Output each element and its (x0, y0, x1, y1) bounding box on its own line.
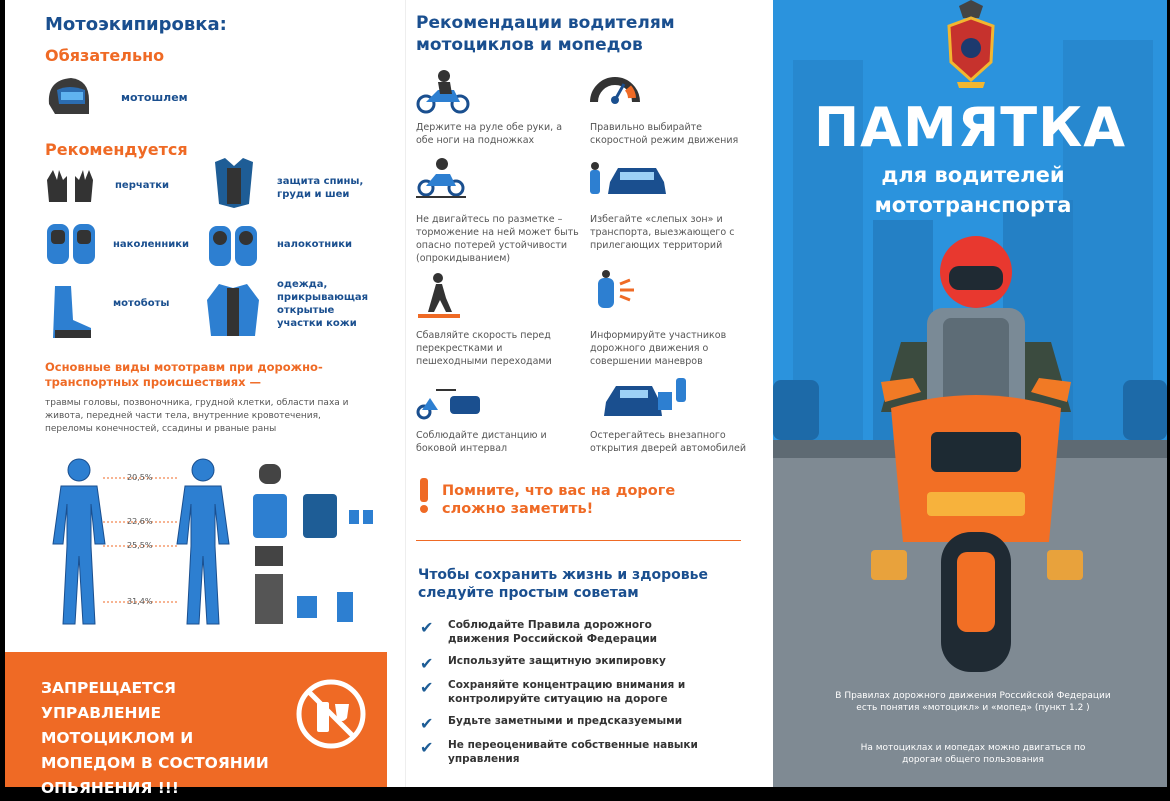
check-icon: ✔ (420, 678, 434, 697)
elbow-pads-icon (207, 220, 259, 272)
tip-item (420, 738, 760, 774)
tip-item (420, 654, 760, 678)
mandatory-heading: Обязательно (45, 46, 165, 65)
cover-note-rules: В Правилах дорожного движения Российской Федерации есть понятия «мотоцикл» и «мопед» (пункт 1.2 ) (835, 691, 1111, 713)
recommended-heading: Рекомендуется (45, 140, 188, 159)
rec-6: Информируйте участников дорожного движения о совершении маневров (590, 330, 727, 367)
helmet-icon (45, 74, 91, 120)
cover-panel (773, 0, 1167, 787)
back-protector-label: защита спины, груди и шеи (277, 176, 364, 200)
percent-head: 20,5% (127, 473, 153, 482)
rec-1: Держите на руле обе руки, а обе ноги на подножках (416, 122, 563, 146)
knee-pads-label: наколенники (113, 239, 190, 250)
rec-4: Избегайте «слепых зон» и транспорта, выезжающего с прилегающих территорий (590, 214, 735, 251)
equipment-title: Мотоэкипировка: (45, 14, 227, 35)
tip-text: Используйте защитную экипировку (448, 655, 666, 667)
crosswalk-icon (418, 272, 460, 318)
cover-note-roads: На мотоциклах и мопедах можно двигаться по дорогам общего пользования (860, 743, 1086, 765)
no-alcohol-icon (295, 678, 367, 750)
police-emblem-icon (943, 0, 999, 92)
tips-list (420, 618, 760, 774)
check-icon: ✔ (420, 738, 434, 757)
tip-item (420, 714, 760, 738)
percent-pelvis: 25,5% (127, 541, 153, 550)
injury-diagram (41, 456, 381, 632)
back-protector-icon (207, 156, 261, 210)
car-door-icon (602, 374, 692, 420)
warning-text: Помните, что вас на дороге сложно заметить! (442, 483, 676, 517)
check-icon: ✔ (420, 618, 434, 637)
signal-icon (590, 270, 640, 314)
gloves-label: перчатки (115, 180, 170, 191)
recommendations-title: Рекомендации водителям мотоциклов и мопедов (416, 13, 675, 55)
knee-pads-icon (45, 220, 97, 272)
rec-7: Соблюдайте дистанцию и боковой интервал (416, 430, 547, 454)
rec-8: Остерегайтесь внезапного открытия дверей автомобилей (590, 430, 747, 454)
rec-2: Правильно выбирайте скоростной режим движения (590, 122, 739, 146)
rec-3: Не двигайтесь по разметке – торможение на ней может быть опасно потерей устойчивости (опрокидыванием) (416, 214, 579, 264)
elbow-pads-label: налокотники (277, 239, 353, 250)
tip-text: Не переоценивайте собственные навыки управления (448, 739, 698, 765)
jacket-icon (205, 280, 261, 338)
exclamation-icon (418, 478, 430, 514)
percent-legs: 31,4% (127, 597, 153, 606)
motorcyclist-illustration (861, 232, 1091, 672)
rec-5: Сбавляйте скорость перед перекрестками и пешеходными переходами (416, 330, 552, 367)
tip-item (420, 678, 760, 714)
rider-hands-icon (416, 68, 470, 114)
tip-text: Сохраняйте концентрацию внимания и контролируйте ситуацию на дороге (448, 679, 686, 705)
advice-title: Чтобы сохранить жизнь и здоровье следуйте простым советам (418, 567, 708, 601)
equipment-panel (5, 0, 405, 797)
blind-spot-icon (590, 160, 670, 200)
divider (416, 540, 741, 541)
ban-text: ЗАПРЕЩАЕТСЯ УПРАВЛЕНИЕ МОТОЦИКЛОМ И МОПЕДОМ В СОСТОЯНИИ ОПЬЯНЕНИЯ !!! (41, 679, 269, 797)
injury-text: травмы головы, позвоночника, грудной клетки, области паха и живота, передней части тела, внутренние кровотечения, переломы конечностей, ссадины и рваные раны (45, 398, 349, 434)
percent-torso: 22,6% (127, 517, 153, 526)
tip-text: Будьте заметными и предсказуемыми (448, 715, 683, 727)
speedometer-icon (590, 66, 640, 110)
helmet-label: мотошлем (121, 91, 188, 104)
check-icon: ✔ (420, 714, 434, 733)
boots-label: мотоботы (113, 298, 170, 309)
clothes-label: одежда, прикрывающая открытые участки кожи (277, 279, 369, 329)
cover-title: ПАМЯТКА (813, 96, 1127, 159)
injury-title: Основные виды мототравм при дорожно-транспортных происшествиях — (45, 360, 323, 389)
drunk-driving-ban-banner (5, 652, 387, 797)
tip-text: Соблюдайте Правила дорожного движения Российской Федерации (448, 619, 657, 645)
boots-icon (49, 284, 95, 340)
recommendations-panel (405, 0, 774, 787)
check-icon: ✔ (420, 654, 434, 673)
gloves-icon (45, 166, 97, 206)
cover-subtitle: для водителей мототранспорта (874, 163, 1072, 217)
tip-item (420, 618, 760, 654)
distance-icon (416, 384, 480, 420)
road-marking-icon (416, 156, 466, 198)
